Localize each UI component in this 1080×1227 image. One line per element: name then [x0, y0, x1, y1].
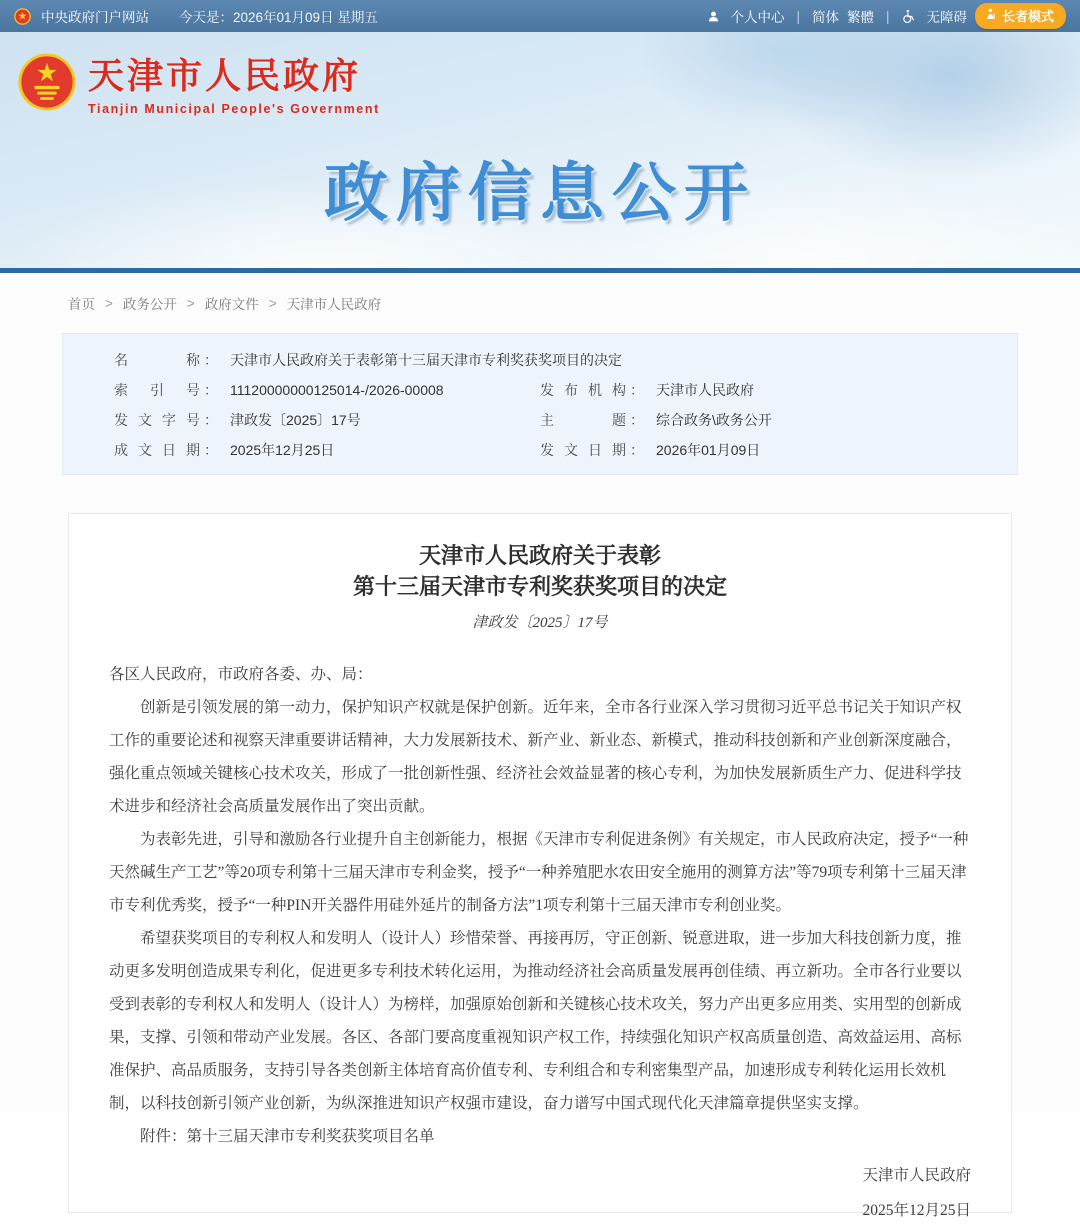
banner-title: 政府信息公开 — [324, 157, 756, 229]
breadcrumb-separator: > — [186, 295, 195, 311]
breadcrumb-current[interactable]: 天津市人民政府 — [286, 297, 382, 312]
meta-doc-number-label: 发文字号 — [114, 412, 200, 428]
meta-colon: ： — [204, 442, 218, 458]
meta-row-index — [63, 380, 540, 400]
traditional-chinese-link[interactable]: 繁體 — [846, 10, 874, 25]
site-name-cn: 天津市人民政府 — [88, 56, 362, 96]
breadcrumb-home[interactable]: 首页 — [68, 297, 95, 312]
breadcrumb-separator: > — [268, 295, 277, 311]
document-signature-date: 2025年12月25日 — [862, 1202, 971, 1219]
meta-written-date-label: 成文日期 — [114, 442, 200, 458]
accessibility-wheelchair-icon — [901, 9, 916, 24]
meta-colon: ： — [204, 382, 218, 398]
meta-publish-date-value: 2026年01月09日 — [656, 442, 761, 458]
meta-colon: ： — [204, 412, 218, 428]
document-body — [68, 513, 1012, 1219]
simplified-chinese-link[interactable]: 简体 — [811, 10, 839, 25]
national-emblem-icon — [14, 8, 31, 25]
elder-mode-button[interactable] — [975, 3, 1066, 29]
meta-row-written-date — [63, 440, 540, 460]
site-logo[interactable] — [0, 32, 1080, 116]
meta-issuer-value: 天津市人民政府 — [656, 382, 754, 398]
meta-index-label: 索引号 — [114, 382, 200, 398]
breadcrumb-zhengwugongkai[interactable]: 政务公开 — [122, 297, 177, 312]
meta-publish-date-label: 发文日期 — [540, 442, 626, 458]
document-salutation: 各区人民政府，市政府各委、办、局： — [109, 666, 373, 683]
meta-colon: ： — [204, 352, 218, 368]
meta-colon: ： — [630, 442, 644, 458]
document-title — [109, 540, 971, 602]
user-center-link[interactable]: 个人中心 — [730, 10, 785, 25]
meta-row-topic — [540, 410, 1017, 430]
accessibility-link[interactable]: 无障碍 — [926, 10, 967, 25]
document-paragraph: 创新是引领发展的第一动力，保护知识产权就是保护创新。近年来，全市各行业深入学习贯彻习近平总书记关于知识产权工作的重要论述和视察天津重要讲话精神，大力发展新技术、新产业、新业态、新模式，推动科技创新和产业创新深度融合，强化重点领域关键核心技术攻关，形成了一批创新性强、经济社会效益显著的核心专利，为加快发展新质生产力、促进科学技术进步和经济社会高质量发展作出了突出贡献。 — [109, 699, 962, 815]
document-number: 津政发〔2025〕17号 — [472, 615, 608, 631]
meta-index-value: 11120000000125014-/2026-00008 — [230, 382, 444, 398]
meta-written-date-value: 2025年12月25日 — [230, 442, 335, 458]
meta-colon: ： — [630, 412, 644, 428]
meta-doc-number-value: 津政发〔2025〕17号 — [230, 412, 361, 428]
meta-issuer-label: 发布机构 — [540, 382, 626, 398]
user-icon — [707, 10, 720, 23]
document-paragraph: 希望获奖项目的专利权人和发明人（设计人）珍惜荣誉、再接再厉，守正创新、锐意进取，进一步加大科技创新力度，推动更多发明创造成果专利化，促进更多专利技术转化运用，为推动经济社会高质量发展再创佳绩、再立新功。全市各行业要以受到表彰的专利权人和发明人（设计人）为榜样，加强原始创新和关键核心技术攻关，努力产出更多应用类、实用型的创新成果，支撑、引领和带动产业发展。各区、各部门要高度重视知识产权工作，持续强化知识产权高质量创造、高效益运用、高标准保护、高品质服务，支持引导各类创新主体培育高价值专利、专利组合和专利密集型产品，加速形成专利转化运用长效机制，以科技创新引领产业创新，为纵深推进知识产权强市建设，奋力谱写中国式现代化天津篇章提供坚实支撑。 — [109, 930, 962, 1112]
top-bar — [0, 0, 1080, 32]
document-attachment-line[interactable]: 附件：第十三届天津市专利奖获奖项目名单 — [140, 1128, 435, 1145]
document-text — [109, 658, 971, 1227]
breadcrumb — [0, 273, 1080, 313]
breadcrumb-zhengfuwenjian[interactable]: 政府文件 — [204, 297, 259, 312]
meta-topic-value: 综合政务\政务公开 — [656, 412, 772, 428]
gov-portal-link[interactable]: 中央政府门户网站 — [41, 10, 149, 25]
elder-person-icon — [985, 8, 997, 23]
main-content — [0, 273, 1080, 1219]
meta-row-publish-date — [540, 440, 1017, 460]
meta-topic-label: 主题 — [540, 412, 626, 428]
tianjin-gov-emblem-icon — [18, 53, 76, 111]
meta-row-issuer — [540, 380, 1017, 400]
meta-colon: ： — [630, 382, 644, 398]
document-metadata-table — [62, 333, 1018, 475]
top-bar-right — [707, 3, 1066, 29]
current-date-text: 今天是：2026年01月09日 星期五 — [179, 10, 378, 25]
site-name-block — [88, 48, 380, 116]
site-name-en: Tianjin Municipal People's Government — [88, 102, 380, 116]
top-bar-left — [14, 6, 378, 26]
meta-row-name — [63, 350, 1017, 370]
topbar-separator: | — [796, 8, 800, 24]
site-banner — [0, 32, 1080, 268]
document-title-line2: 第十三届天津市专利奖获奖项目的决定 — [352, 574, 727, 599]
meta-name-value: 天津市人民政府关于表彰第十三届天津市专利奖获奖项目的决定 — [230, 352, 622, 368]
meta-name-label: 名称 — [114, 352, 200, 368]
meta-row-doc-number — [63, 410, 540, 430]
elder-mode-label: 长者模式 — [1001, 9, 1054, 24]
topbar-separator: | — [885, 8, 890, 24]
document-paragraph: 为表彰先进，引导和激励各行业提升自主创新能力，根据《天津市专利促进条例》有关规定，市人民政府决定，授予“一种天然碱生产工艺”等20项专利第十三届天津市专利金奖，授予“一种养殖肥水农田安全施用的测算方法”等79项专利第十三届天津市专利优秀奖，授予“一种PIN开关器件用硅外延片的制备方法”1项专利第十三届天津市专利创业奖。 — [109, 831, 969, 914]
document-title-line1: 天津市人民政府关于表彰 — [418, 543, 661, 568]
breadcrumb-separator: > — [105, 295, 113, 311]
document-signature: 天津市人民政府 — [862, 1167, 971, 1184]
